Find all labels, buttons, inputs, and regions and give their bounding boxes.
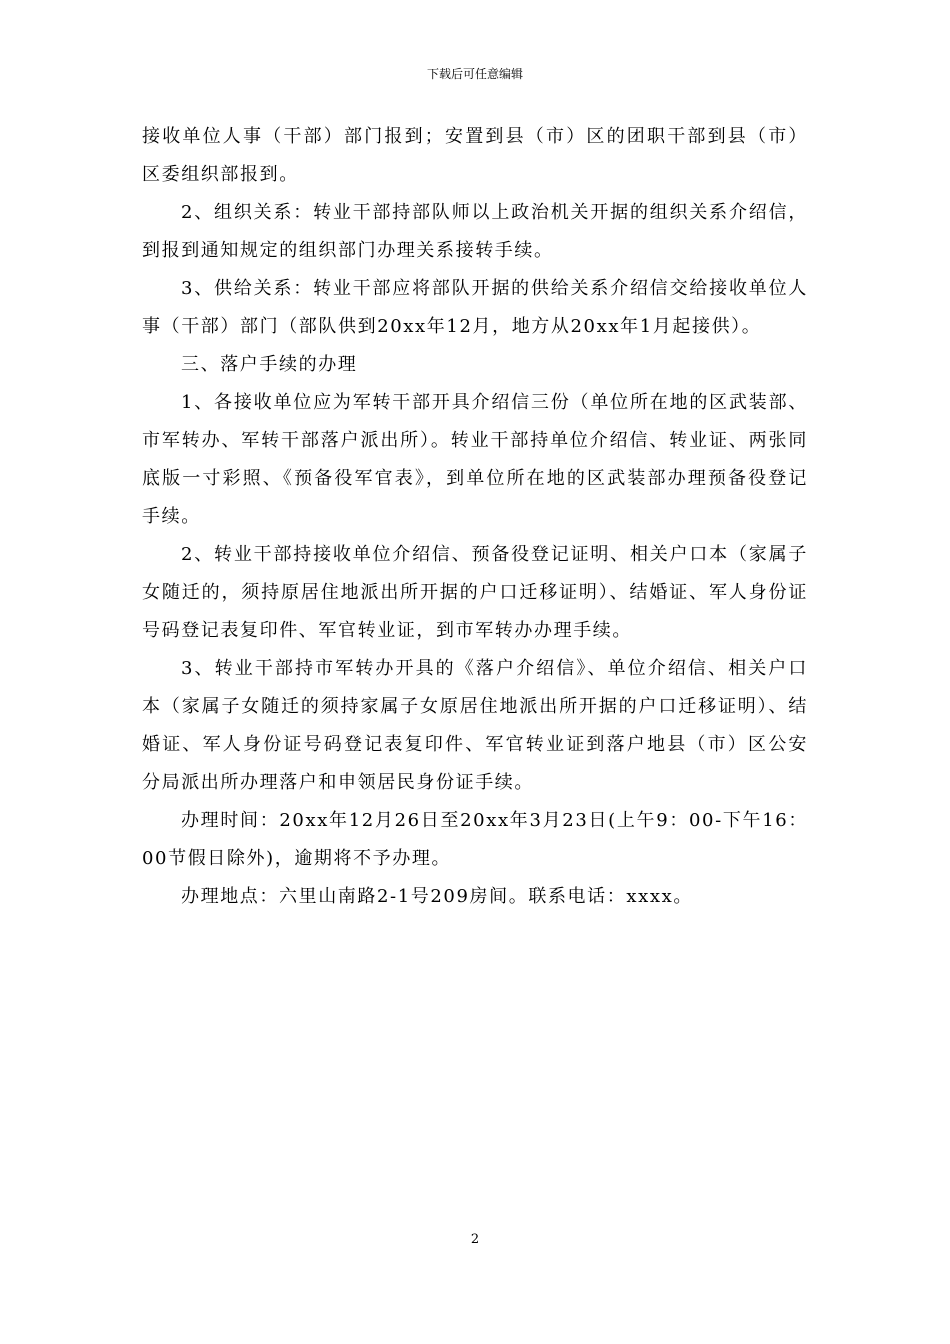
- document-body: [142, 118, 808, 916]
- paragraph-item-1: 1、各接收单位应为军转干部开具介绍信三份（单位所在地的区武装部、市军转办、军转干部落户派出所）。转业干部持单位介绍信、转业证、两张同底版一寸彩照、《预备役军官表》，到单位所在地的区武装部办理预备役登记手续。: [142, 392, 808, 527]
- paragraph-1: 接收单位人事（干部）部门报到；安置到县（市）区的团职干部到县（市）区委组织部报到。: [142, 126, 808, 185]
- paragraph-processing-location: 办理地点：六里山南路2-1号209房间。联系电话：xxxx。: [181, 886, 693, 907]
- paragraph-item-2: 2、转业干部持接收单位介绍信、预备役登记证明、相关户口本（家属子女随迁的，须持原居住地派出所开据的户口迁移证明）、结婚证、军人身份证号码登记表复印件、军官转业证，到市军转办办理手续。: [142, 544, 808, 641]
- paragraph-organization-relation: 2、组织关系：转业干部持部队师以上政治机关开据的组织关系介绍信，到报到通知规定的组织部门办理关系接转手续。: [142, 202, 808, 261]
- paragraph-processing-time: 办理时间：20xx年12月26日至20xx年3月23日(上午9：00-下午16：00节假日除外)，逾期将不予办理。: [142, 810, 808, 869]
- section-heading-household-registration: 三、落户手续的办理: [181, 354, 358, 375]
- paragraph-supply-relation: 3、供给关系：转业干部应将部队开据的供给关系介绍信交给接收单位人事（干部）部门（部队供到20xx年12月，地方从20xx年1月起接供）。: [142, 278, 808, 337]
- paragraph-item-3: 3、转业干部持市军转办开具的《落户介绍信》、单位介绍信、相关户口本（家属子女随迁的须持家属子女原居住地派出所开据的户口迁移证明）、结婚证、军人身份证号码登记表复印件、军官转业证到落户地县（市）区公安分局派出所办理落户和申领居民身份证手续。: [142, 658, 808, 793]
- page-header: 下载后可任意编辑: [426, 67, 523, 81]
- page-number: 2: [470, 1232, 480, 1247]
